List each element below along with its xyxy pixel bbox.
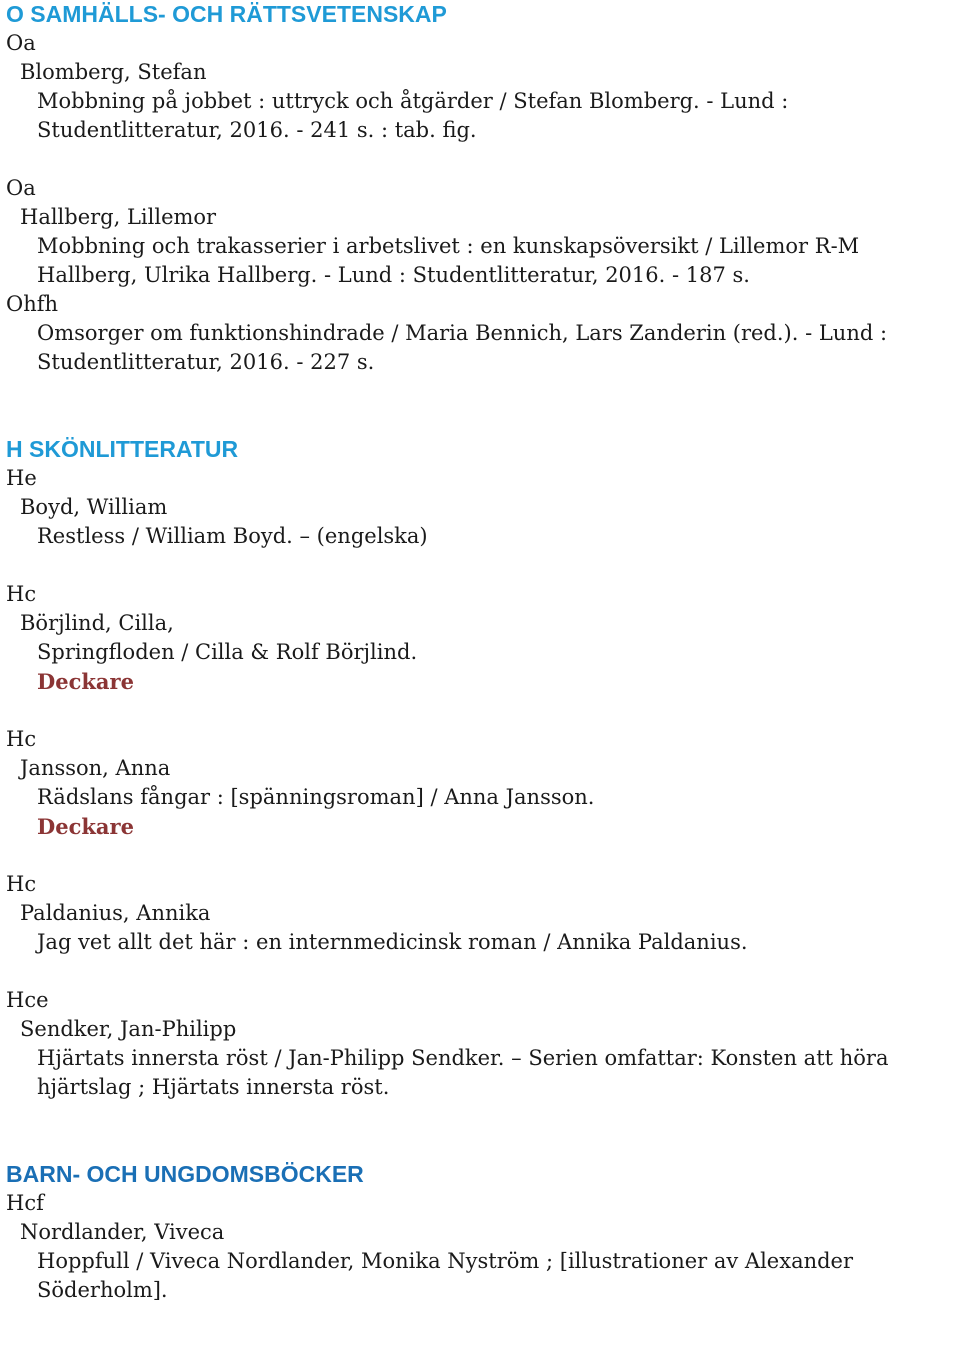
entry-author: Jansson, Anna [20, 756, 171, 780]
entry-description: Hjärtats innersta röst / Jan-Philipp Sendker. – Serien omfattar: Konsten att höra [37, 1046, 889, 1070]
entry-description: Jag vet allt det här : en internmedicinsk roman / Annika Paldanius. [37, 930, 748, 954]
entry-author: Blomberg, Stefan [20, 60, 207, 84]
entry-description: Studentlitteratur, 2016. - 241 s. : tab. fig. [37, 118, 477, 142]
entry-classification: Oa [6, 31, 36, 55]
document-page [6, 0, 956, 1305]
entry-author: Paldanius, Annika [20, 901, 211, 925]
entry-author: Sendker, Jan-Philipp [20, 1017, 237, 1041]
catalog-entry [6, 725, 956, 841]
entry-description: Hoppfull / Viveca Nordlander, Monika Nyström ; [illustrationer av Alexander [37, 1249, 854, 1273]
catalog-entry [6, 1189, 956, 1305]
entry-author: Boyd, William [20, 495, 168, 519]
catalog-entry [6, 870, 956, 957]
entry-description: Omsorger om funktionshindrade / Maria Bennich, Lars Zanderin (red.). - Lund : [37, 321, 888, 345]
catalog-entry [6, 580, 956, 696]
catalog-entry [6, 290, 956, 377]
catalog-entry [6, 986, 956, 1102]
entry-classification: Oa [6, 176, 36, 200]
catalog-entry [6, 174, 956, 290]
entry-description: Studentlitteratur, 2016. - 227 s. [37, 350, 375, 374]
entry-author: Hallberg, Lillemor [20, 205, 217, 229]
section-heading-samhalls: O SAMHÄLLS- OCH RÄTTSVETENSKAP [6, 1, 447, 27]
section-heading-skonlitteratur: H SKÖNLITTERATUR [6, 436, 239, 462]
entry-description: Mobbning och trakasserier i arbetslivet : en kunskapsöversikt / Lillemor R-M [37, 234, 860, 258]
catalog-entry [6, 464, 956, 551]
entry-description: Hallberg, Ulrika Hallberg. - Lund : Studentlitteratur, 2016. - 187 s. [37, 263, 750, 287]
entry-classification: Hcf [6, 1191, 44, 1215]
entry-description: Rädslans fångar : [spänningsroman] / Anna Jansson. [37, 785, 595, 809]
entry-genre-note: Deckare [37, 669, 134, 694]
entry-genre-note: Deckare [37, 814, 134, 839]
entry-description: Mobbning på jobbet : uttryck och åtgärder / Stefan Blomberg. - Lund : [37, 89, 789, 113]
entry-classification: He [6, 466, 37, 490]
entry-author: Börjlind, Cilla, [20, 611, 174, 635]
entry-classification: Hc [6, 872, 37, 896]
entry-classification: Ohfh [6, 292, 59, 316]
entry-classification: Hce [6, 988, 49, 1012]
section-heading-barn-ungdom: BARN- OCH UNGDOMSBÖCKER [6, 1161, 364, 1187]
entry-classification: Hc [6, 582, 37, 606]
catalog-entry [6, 29, 956, 145]
entry-author: Nordlander, Viveca [20, 1220, 225, 1244]
entry-description: Springfloden / Cilla & Rolf Börjlind. [37, 640, 418, 664]
entry-classification: Hc [6, 727, 37, 751]
entry-description: Söderholm]. [37, 1278, 168, 1302]
entry-description: hjärtslag ; Hjärtats innersta röst. [37, 1075, 390, 1099]
entry-description: Restless / William Boyd. – (engelska) [37, 524, 428, 548]
